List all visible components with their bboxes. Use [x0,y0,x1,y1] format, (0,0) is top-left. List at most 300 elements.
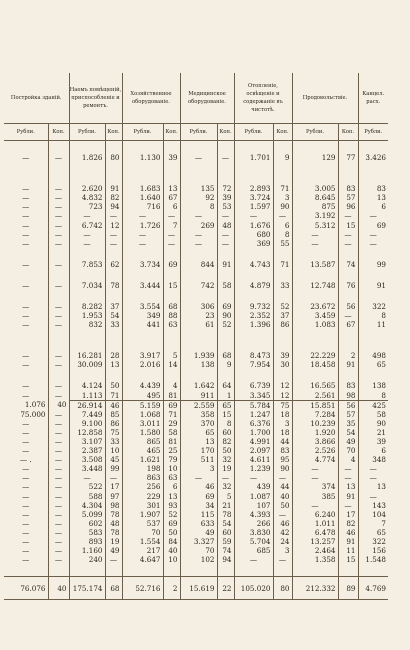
table-cell: 2.464 [292,546,338,555]
table-cell: — [273,211,292,220]
table-cell: 48 [217,220,234,229]
table-cell: 39 [217,193,234,202]
table-cell: 75 [273,400,292,410]
table-cell: 15.619 [180,577,217,600]
table-cell: 511 [180,455,217,464]
header-construction: Постройка зданій. [4,73,69,124]
table-cell: — [22,473,30,483]
table-cell: — [22,555,30,565]
table-cell [163,162,180,184]
table-cell: — [358,239,388,248]
table-cell: 17 [338,510,358,519]
table-cell: 3.005 [292,184,338,193]
table-cell: 93 [163,501,180,510]
table-cell: 34 [180,501,217,510]
table-cell: 13.587 [292,260,338,269]
table-cell: — [48,510,69,519]
table-cell: 3.734 [122,260,163,269]
table-cell: — [48,473,69,482]
table-cell: 71 [163,410,180,419]
table-row [4,211,388,220]
table-cell: 1.239 [234,464,273,473]
table-row [4,419,388,428]
table-cell [48,369,69,381]
table-cell: 1.597 [234,202,273,211]
table-cell: 1.554 [122,537,163,546]
table-row [4,437,388,446]
table-cell: — [48,202,69,211]
table-cell: 3 [180,464,217,473]
table-cell: 58 [358,410,388,419]
table-cell: — [338,473,358,482]
table-cell: 2.097 [234,446,273,455]
table-cell: — [48,555,69,564]
table-cell: 498 [358,351,388,360]
table-cell [4,269,48,281]
table-cell [69,141,105,154]
table-row [4,564,388,577]
table-cell: 58 [217,281,234,290]
table-cell: 5.784 [234,400,273,410]
table-row [4,220,388,229]
unit-headers [4,124,388,141]
table-cell: 3 [273,419,292,428]
table-cell: — [48,501,69,510]
table-cell: 39 [163,153,180,162]
table-cell: 266 [234,519,273,528]
table-cell: — [69,473,105,482]
table-cell: 44 [273,437,292,446]
table-row [4,369,388,381]
table-cell: 16.281 [69,351,105,360]
table-cell: 6.240 [292,510,338,519]
table-cell [338,269,358,281]
table-cell: 63 [163,320,180,329]
table-cell [163,290,180,302]
table-cell: — [22,351,30,361]
table-cell [273,329,292,351]
table-row [4,320,388,329]
table-cell [105,369,122,381]
table-cell [234,141,273,154]
table-row [4,162,388,184]
table-cell: 5 [163,351,180,360]
table-cell: — [217,153,234,162]
table-cell [234,369,273,381]
table-cell: 7.449 [69,410,105,419]
table-cell: — [122,230,163,239]
table-cell: 374 [292,482,338,491]
table-cell: — [69,211,105,220]
table-cell: — [292,501,338,510]
table-cell: 60 [217,528,234,537]
table-cell: 875 [292,202,338,211]
table-cell: — [358,230,388,239]
table-cell: — [69,230,105,239]
table-cell: 4.769 [358,577,388,600]
table-cell: 13.257 [292,537,338,546]
table-cell [292,248,338,260]
table-cell: 86 [273,320,292,329]
table-cell: — [48,220,69,229]
table-cell: 74 [217,546,234,555]
table-cell: — [48,153,69,162]
table-cell: — [69,239,105,248]
table-cell: — [22,390,30,400]
table-cell: 62 [105,260,122,269]
table-cell [163,141,180,154]
table-cell: 76.076 [4,577,48,600]
table-cell: 56 [338,302,358,311]
table-cell: 10 [105,446,122,455]
table-cell: 1.068 [122,410,163,419]
table-cell: — [48,302,69,311]
table-cell: — [22,464,30,474]
table-cell: 70 [338,446,358,455]
table-cell: 13 [358,482,388,491]
table-cell: 7.954 [234,360,273,369]
table-cell: 70 [122,528,163,537]
table-cell: — [22,446,30,456]
table-cell: 138 [358,381,388,390]
table-cell: — [48,537,69,546]
table-cell: 22.229 [292,351,338,360]
table-cell: 84 [163,537,180,546]
table-cell: 65 [358,360,388,369]
table-cell: 495 [122,391,163,401]
table-cell: 83 [338,381,358,390]
table-cell: — [358,473,388,482]
table-cell: 269 [180,220,217,229]
table-cell: 358 [180,410,217,419]
table-row [4,360,388,369]
table-cell: 135 [180,184,217,193]
table-cell [358,269,388,281]
table-cell: — [338,230,358,239]
table-cell: 865 [122,437,163,446]
unit-header: Рубли. [122,124,163,141]
table-cell: 170 [180,446,217,455]
table-cell [234,248,273,260]
table-cell: 15 [217,410,234,419]
table-cell [273,141,292,154]
table-cell: 13 [163,184,180,193]
table-cell: — [22,202,30,212]
table-cell [48,329,69,351]
unit-header: Рубли. [358,124,388,141]
table-cell: 1.130 [122,153,163,162]
table-cell: 76 [338,281,358,290]
table-row [4,473,388,482]
table-cell: 115 [180,510,217,519]
table-cell: 12.858 [69,428,105,437]
table-cell: 10.239 [292,419,338,428]
table-cell: 6 [358,446,388,455]
table-cell: — [234,473,273,482]
table-cell: 54 [105,311,122,320]
table-cell: 29 [163,419,180,428]
table-cell: — [180,230,217,239]
table-row [4,400,388,410]
table-cell [48,290,69,302]
table-cell: 15 [163,281,180,290]
table-cell [122,162,163,184]
table-cell: 1.700 [234,428,273,437]
table-row [4,537,388,546]
table-cell: 30.009 [69,360,105,369]
table-cell [180,162,217,184]
table-cell: 25 [163,446,180,455]
table-cell [69,369,105,381]
table-cell: 44 [273,482,292,491]
table-cell: 83 [273,446,292,455]
table-cell: 68 [163,302,180,311]
table-row [4,381,388,390]
table-cell: 198 [122,464,163,473]
table-cell: 11 [338,546,358,555]
table-cell [48,269,69,281]
table-cell: — [292,230,338,239]
table-cell: 7.034 [69,281,105,290]
table-cell [234,290,273,302]
table-cell [105,564,122,577]
unit-header: Коп. [338,124,358,141]
table-cell: 50 [163,528,180,537]
table-cell: 90 [358,419,388,428]
table-cell: 60 [217,428,234,437]
table-cell: 94 [105,202,122,211]
table-cell: 1.358 [292,555,338,564]
table-cell: 4.774 [292,455,338,464]
table-cell: 54 [338,428,358,437]
table-cell: 88 [163,311,180,320]
table-cell: 2.559 [180,400,217,410]
table-cell [180,564,217,577]
table-cell [4,290,48,302]
table-cell [69,564,105,577]
table-cell [163,369,180,381]
table-cell: — [48,351,69,360]
table-cell [69,290,105,302]
table-cell: 256 [122,482,163,491]
table-cell [180,329,217,351]
table-cell [217,290,234,302]
table-cell: — [22,238,30,248]
table-row [4,455,388,464]
table-cell: — [22,491,30,501]
table-cell [234,269,273,281]
table-cell: 1.580 [122,428,163,437]
table-cell: 306 [180,302,217,311]
table-cell: 98 [338,391,358,401]
table-cell: 3.448 [69,464,105,473]
table-cell: 52.716 [122,577,163,600]
table-row [4,519,388,528]
table-cell [48,248,69,260]
table-cell: — [22,518,30,528]
table-cell: 15 [338,555,358,564]
table-cell [105,290,122,302]
table-cell [338,369,358,381]
header-heating-lighting: Отопленіе, освѣщеніе и содержаніе въ чистотѣ. [234,73,292,124]
table-cell: — [22,259,30,269]
table-cell [122,369,163,381]
table-cell: 537 [122,519,163,528]
table-cell: — [48,464,69,473]
table-cell: 78 [105,528,122,537]
table-cell: — [163,239,180,248]
table-cell: — [48,391,69,401]
table-cell: 4.393 [234,510,273,519]
table-cell: 90 [273,202,292,211]
table-cell [4,369,48,381]
table-cell: — [163,230,180,239]
table-cell: 602 [69,519,105,528]
table-cell: 863 [122,473,163,482]
table-cell: — [48,482,69,491]
table-cell [338,329,358,351]
table-cell: — [22,482,30,492]
table-cell: 69 [180,492,217,501]
table-cell [338,564,358,577]
table-cell: 588 [69,492,105,501]
table-cell: 1.701 [234,153,273,162]
table-cell [292,564,338,577]
table-cell: 322 [358,302,388,311]
table-cell: — [22,229,30,239]
table-cell: 5.312 [292,220,338,229]
table-cell: — [48,360,69,369]
table-cell [180,269,217,281]
table-cell: 633 [180,519,217,528]
table-cell [358,290,388,302]
table-cell: 49 [338,437,358,446]
table-cell [69,162,105,184]
table-cell: — [22,311,30,321]
table-cell: — [217,239,234,248]
table-cell: 99 [358,260,388,269]
table-cell [292,162,338,184]
table-cell [4,248,48,260]
table-cell: 46 [180,482,217,491]
table-row [4,446,388,455]
table-cell: 2 [338,351,358,360]
table-cell: 96 [338,202,358,211]
table-cell: — [22,153,30,163]
table-cell: — [105,239,122,248]
table-cell: 21 [217,501,234,510]
table-cell [338,290,358,302]
table-cell: 39 [273,351,292,360]
table-cell: 65 [180,428,217,437]
unit-header: Рубли. [180,124,217,141]
table-cell: — [338,239,358,248]
table-cell [180,141,217,154]
table-cell: 50 [105,381,122,390]
table-cell: 6 [163,202,180,211]
table-cell: 86 [105,419,122,428]
table-cell: 212.332 [292,577,338,600]
table-cell: 1.160 [69,546,105,555]
table-cell: 32 [217,455,234,464]
expense-table [4,73,388,600]
table-row [4,153,388,162]
table-row [4,510,388,519]
table-cell: — [48,410,69,419]
table-cell [48,162,69,184]
table-cell [273,290,292,302]
table-cell: 3.107 [69,437,105,446]
table-cell: — [163,211,180,220]
table-cell: 1.083 [292,320,338,329]
table-cell: 45 [105,455,122,464]
table-cell: 7 [163,220,180,229]
table-cell: 58 [163,428,180,437]
table-cell: — [217,230,234,239]
table-cell: 2.893 [234,184,273,193]
table-cell: 14 [163,360,180,369]
table-cell: — [273,473,292,482]
table-cell: 3.192 [292,211,338,220]
table-row [4,260,388,269]
table-cell: 12 [105,220,122,229]
header-office-expenses: Канцел. расх. [358,73,388,124]
table-cell: — [180,153,217,162]
table-cell: 19 [217,464,234,473]
table-cell [122,141,163,154]
table-cell [217,369,234,381]
table-cell: 82 [338,519,358,528]
table-cell: 893 [69,537,105,546]
table-cell [273,162,292,184]
unit-header: Коп. [217,124,234,141]
table-cell: 4.611 [234,455,273,464]
unit-header: Коп. [163,124,180,141]
unit-header: Рубли. [234,124,273,141]
table-cell: 59 [217,537,234,546]
table-cell: 40 [163,546,180,555]
table-cell: — [338,464,358,473]
table-cell: 370 [180,419,217,428]
unit-header: Коп. [273,124,292,141]
table-row [4,428,388,437]
table-cell [217,329,234,351]
table-cell: 81 [163,391,180,401]
table-cell: 91 [338,492,358,501]
table-cell: 4.991 [234,437,273,446]
table-cell [122,269,163,281]
table-cell: 2.352 [234,311,273,320]
table-cell [105,269,122,281]
table-cell: 28 [105,351,122,360]
table-cell [105,248,122,260]
table-cell: 1.076 [24,400,46,410]
table-cell: — [273,555,292,564]
table-cell: 52 [163,510,180,519]
table-cell: — [22,437,30,447]
table-cell: — [48,281,69,290]
table-cell: 98 [105,501,122,510]
table-cell [4,329,48,351]
table-row [4,230,388,239]
table-cell: 23.672 [292,302,338,311]
table-cell: — [338,211,358,220]
table-cell [48,141,69,154]
table-cell: — [48,546,69,555]
table-cell: 13 [105,360,122,369]
table-cell: 69 [358,220,388,229]
table-row [4,193,388,202]
